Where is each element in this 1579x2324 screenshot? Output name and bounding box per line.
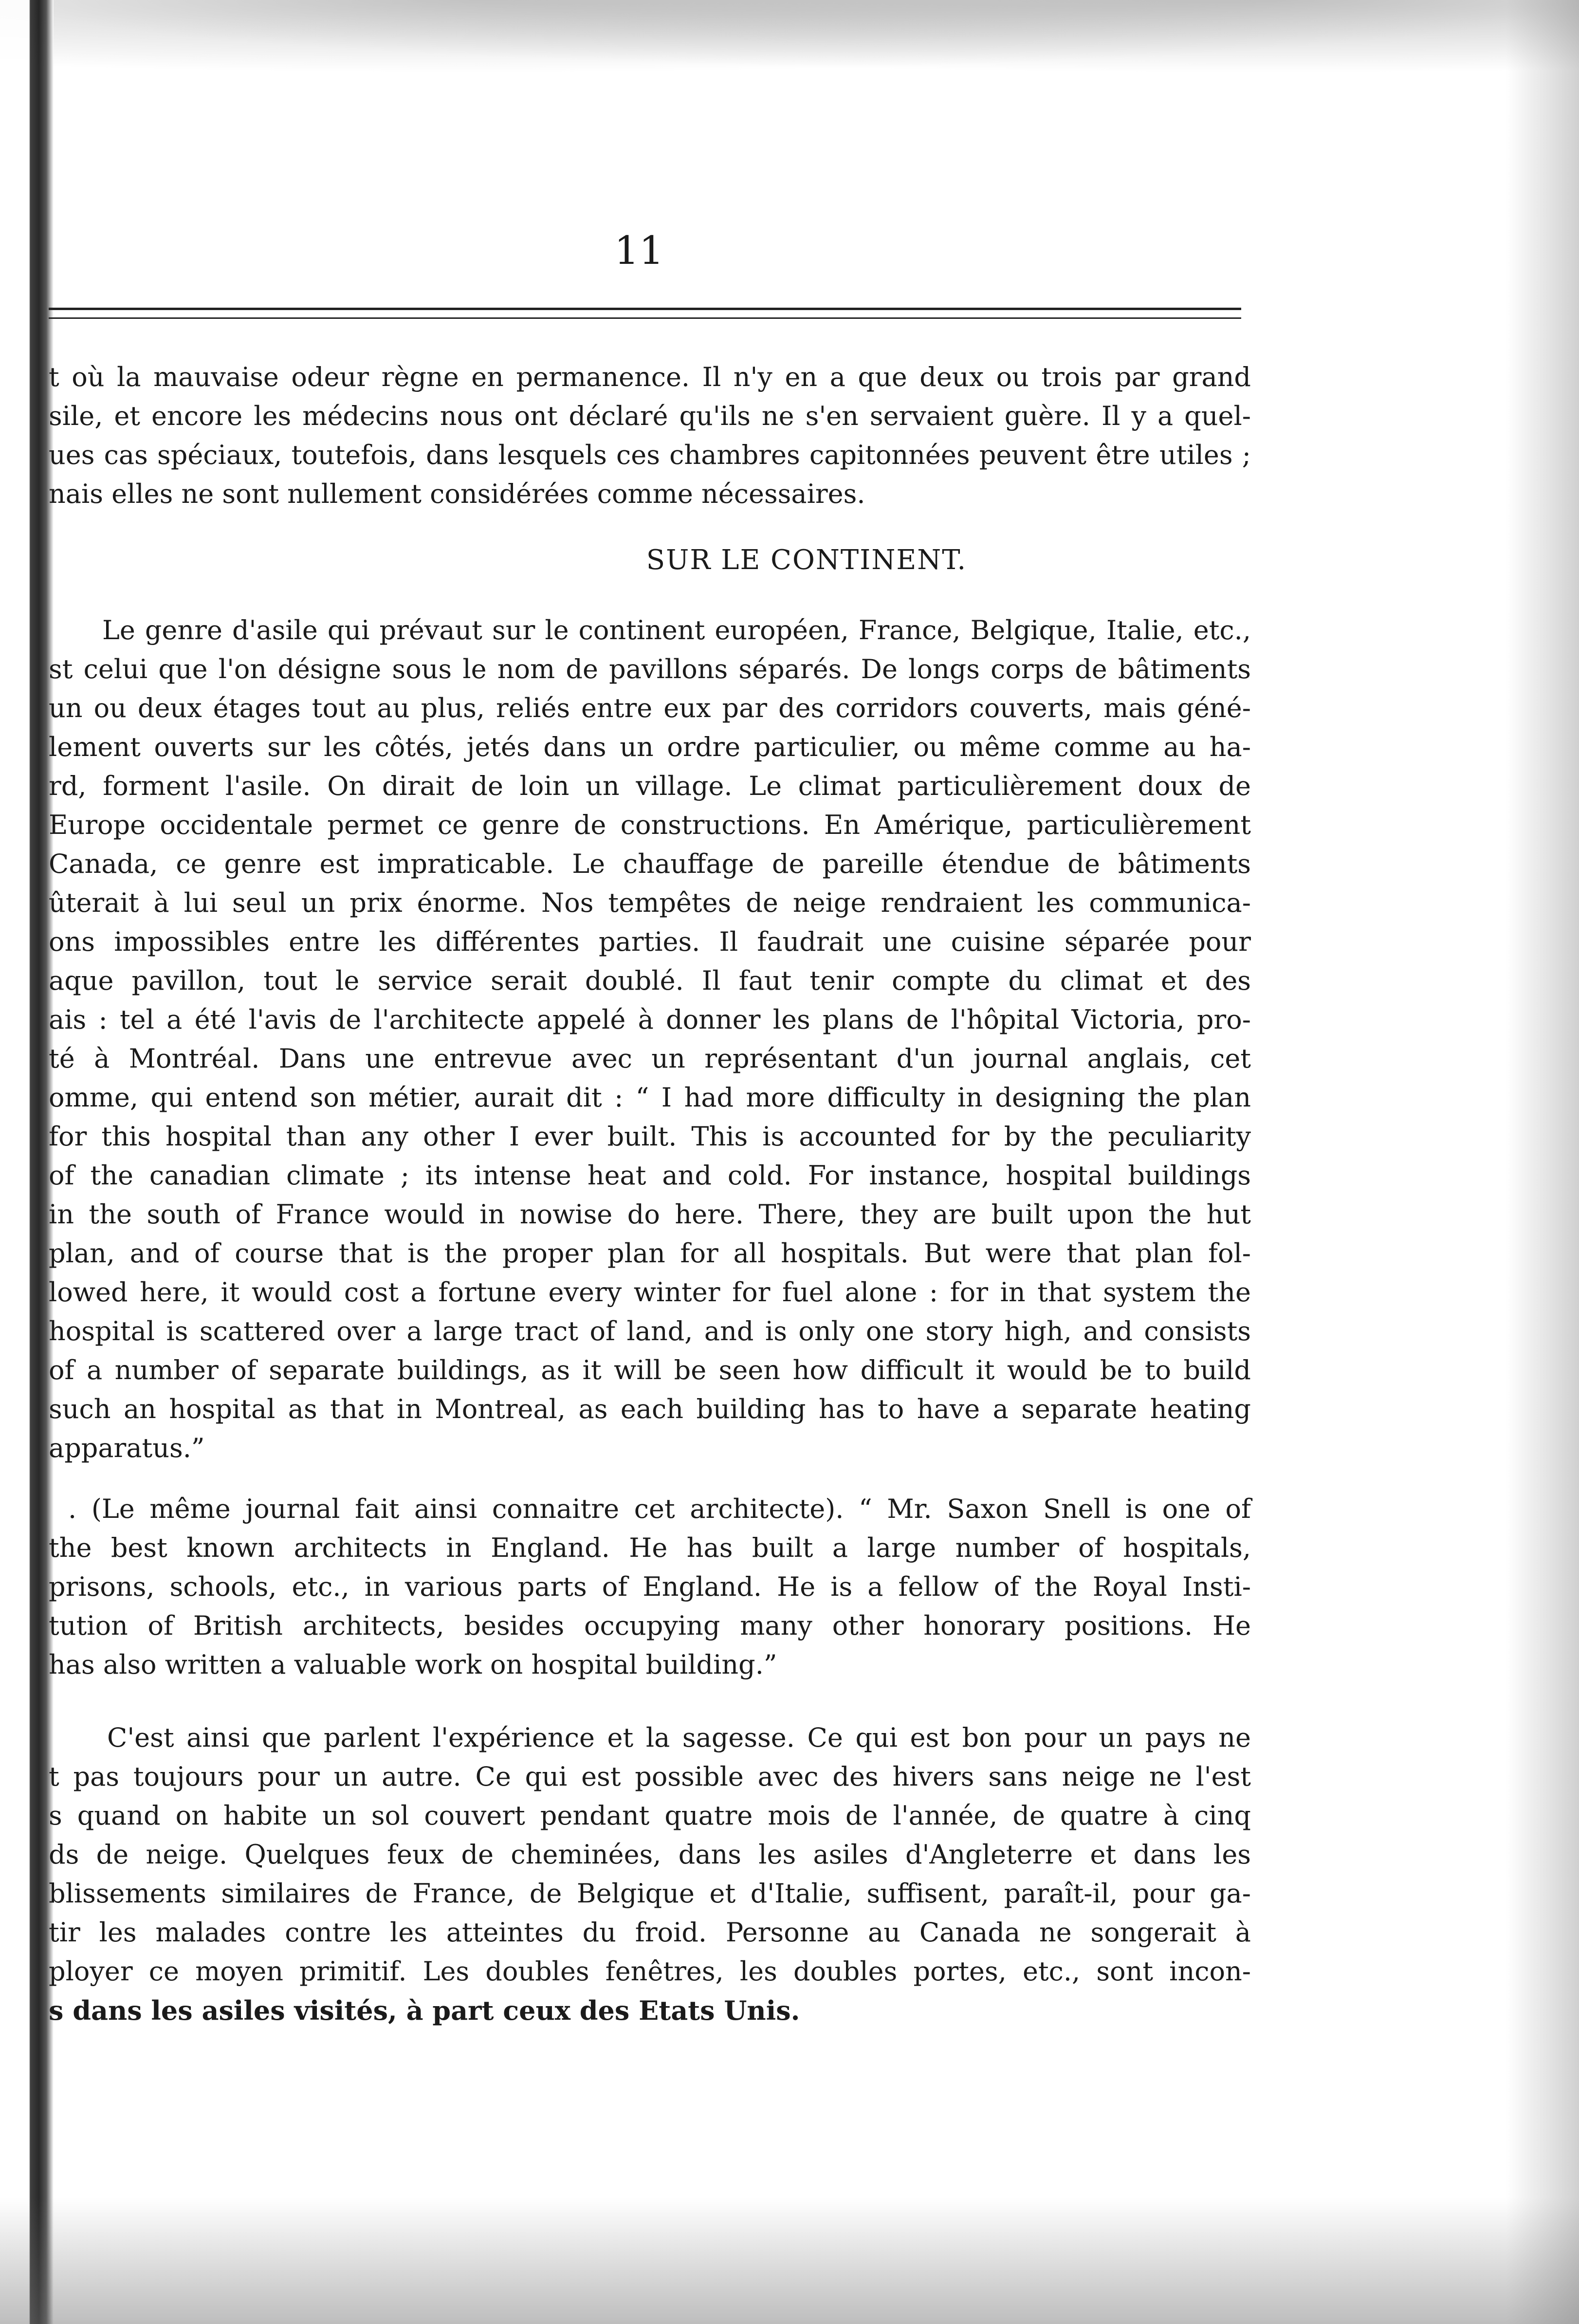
text-line: of the canadian climate ; its intense heat and cold. For instance, hospital buildings [49,1160,1251,1191]
text-line: such an hospital as that in Montreal, as each building has to have a separate heating [49,1394,1251,1424]
text-line: of a number of separate buildings, as it will be seen how difficult it would be to build [49,1355,1251,1385]
text-line: nais elles ne sont nullement considérées comme nécessaires. [49,479,865,509]
scan-binding-edge [0,0,54,2324]
section-heading-text: SUR LE CONTINENT. [646,544,967,576]
section-heading [0,544,1579,576]
paragraph-experience [49,1718,1251,2030]
text-line: s dans les asiles visités, à part ceux des Etats Unis. [49,1995,800,2026]
text-line: tution of British architects, besides occupying many other honorary positions. He [49,1610,1251,1641]
text-line: st celui que l'on désigne sous le nom de pavillons séparés. De longs corps de bâtiments [49,654,1251,684]
text-line: s quand on habite un sol couvert pendant quatre mois de l'année, de quatre à cinq [49,1800,1251,1831]
text-line: aque pavillon, tout le service serait doublé. Il faut tenir compte du climat et des [49,965,1251,996]
text-line: . (Le même journal fait ainsi connaitre cet architecte). “ Mr. Saxon Snell is one of [68,1494,1251,1524]
text-line: apparatus.” [49,1433,205,1463]
text-line: ons impossibles entre les différentes parties. Il faudrait une cuisine séparée pour [49,926,1251,957]
header-rule-top [49,308,1241,310]
text-line: ues cas spéciaux, toutefois, dans lesquels ces chambres capitonnées peuvent être utiles ; [49,440,1251,470]
text-line: lowed here, it would cost a fortune every winter for fuel alone : for in that system the [49,1277,1251,1308]
text-line: hospital is scattered over a large tract of land, and is only one story high, and consists [49,1316,1251,1346]
page-number: 11 [614,228,664,273]
scan-shadow-top [0,0,1579,73]
text-line: prisons, schools, etc., in various parts of England. He is a fellow of the Royal Insti- [49,1571,1251,1602]
text-line: plan, and of course that is the proper plan for all hospitals. But were that plan fol- [49,1238,1251,1269]
text-line: rd, forment l'asile. On dirait de loin un village. Le climat particulièrement doux de [49,771,1251,801]
text-line: sile, et encore les médecins nous ont déclaré qu'ils ne s'en servaient guère. Il y a quel- [49,401,1251,431]
text-line: has also written a valuable work on hospital building.” [49,1649,777,1680]
text-line: Europe occidentale permet ce genre de constructions. En Amérique, particulièrement [49,810,1251,840]
text-line: ds de neige. Quelques feux de cheminées, dans les asiles d'Angleterre et dans les [49,1839,1251,1870]
text-line: un ou deux étages tout au plus, reliés entre eux par des corridors couverts, mais géné- [49,693,1251,723]
text-line: in the south of France would in nowise do here. There, they are built upon the hut [49,1199,1251,1230]
scan-shadow-bottom [0,2197,1579,2324]
text-line: lement ouverts sur les côtés, jetés dans un ordre particulier, ou même comme au ha- [49,732,1251,762]
text-line: t pas toujours pour un autre. Ce qui est possible avec des hivers sans neige ne l'est [49,1761,1251,1792]
text-line: ûterait à lui seul un prix énorme. Nos tempêtes de neige rendraient les communica- [49,887,1251,918]
header-rule-bottom [49,317,1241,319]
paragraph-continent [49,611,1251,1468]
scan-shadow-right [1506,0,1579,2324]
text-line: tir les malades contre les atteintes du froid. Personne au Canada ne songerait à [49,1917,1251,1948]
text-line: ployer ce moyen primitif. Les doubles fenêtres, les doubles portes, etc., sont incon- [49,1956,1251,1987]
text-line: Le genre d'asile qui prévaut sur le continent européen, France, Belgique, Italie, etc., [102,615,1251,646]
paragraph-architect [49,1490,1251,1684]
text-line: ais : tel a été l'avis de l'architecte appelé à donner les plans de l'hôpital Victoria, pro- [49,1004,1251,1035]
text-line: C'est ainsi que parlent l'expérience et la sagesse. Ce qui est bon pour un pays ne [107,1722,1251,1753]
text-line: blissements similaires de France, de Belgique et d'Italie, suffisent, paraît-il, pour ga- [49,1878,1251,1909]
paragraph-continuation [49,358,1251,514]
text-line: for this hospital than any other I ever built. This is accounted for by the peculiarity [49,1121,1251,1152]
text-line: té à Montréal. Dans une entrevue avec un représentant d'un journal anglais, cet [49,1043,1251,1074]
text-line: omme, qui entend son métier, aurait dit : “ I had more difficulty in designing the plan [49,1082,1251,1113]
text-line: the best known architects in England. He has built a large number of hospitals, [49,1532,1251,1563]
text-line: Canada, ce genre est impraticable. Le chauffage de pareille étendue de bâtiments [49,848,1251,879]
text-line: t où la mauvaise odeur règne en permanence. Il n'y en a que deux ou trois par grand [49,362,1251,392]
